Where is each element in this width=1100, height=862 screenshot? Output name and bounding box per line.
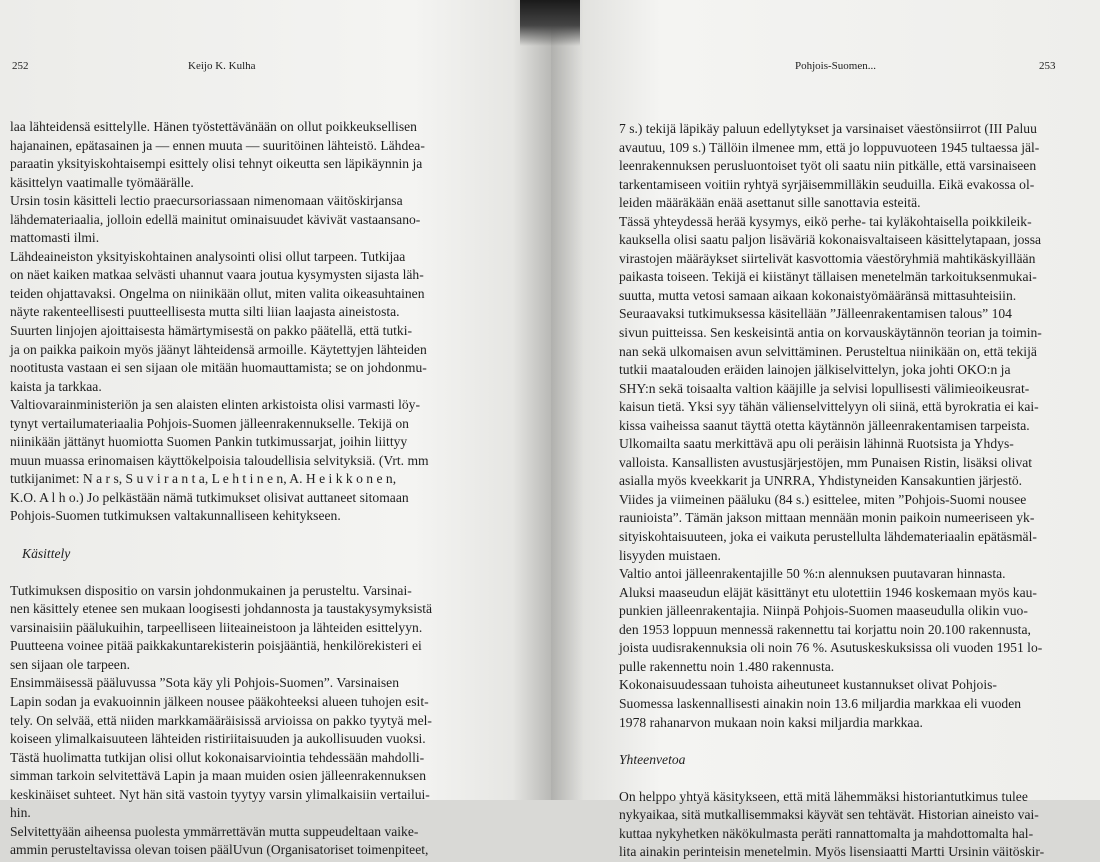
text-line: kauksella olisi saatu paljon lisäväriä kokonaisvaltaiseen käsittelytapaan, jossa bbox=[619, 232, 1042, 248]
text-line: 1978 rahanarvon mukaan noin kaksi miljardia markkaa. bbox=[619, 714, 923, 730]
text-line: virastojen määräykset siirtelivät kasvottomia väestöryhmiä mahtikäskyillään bbox=[619, 250, 1036, 266]
text-line: sityiskohtaisuuteen, joka ei vaikuta perustellulta lähdemateriaalin epätäsmäl- bbox=[619, 529, 1037, 545]
text-line: den 1953 loppuun mennessä rakennettu tai korjattu noin 20.100 rakennusta, bbox=[619, 621, 1031, 637]
text-line: Tässä yhteydessä herää kysymys, eikö perhe- tai kyläkohtaisella poikkileik- bbox=[619, 213, 1032, 229]
text-line: tely. On selvää, että niiden markkamääräisissä arvioissa on pakko tyytyä mel- bbox=[10, 712, 432, 728]
text-line: hin. bbox=[10, 805, 31, 821]
text-line: avautuu, 109 s.) Tällöin ilmenee mm, että jo loppuvuoteen 1945 tultaessa jäl- bbox=[619, 139, 1040, 155]
text-line: on näet kaiken matkaa selvästi uhannut vaara joutua kysymysten sijasta läh- bbox=[10, 267, 424, 283]
text-line: Selvitettyään aiheensa puolesta ymmärrettävän mutta suppeudeltaan vaike- bbox=[10, 823, 419, 839]
text-line: 7 s.) tekijä läpikäy paluun edellytykset ja varsinaiset väestönsiirrot (III Paluu bbox=[619, 121, 1037, 136]
text-line: sen sijaan ole tarpeen. bbox=[10, 656, 131, 672]
text-line: Valtio antoi jälleenrakentajille 50 %:n alennuksen puutavaran hinnasta. bbox=[619, 566, 1006, 582]
text-line: suutta, mutta vetosi samaan aikaan kokonaistyömääränsä mittasuhteisiin. bbox=[619, 287, 1017, 303]
text-line: joista uudisrakennuksia oli noin 76 %. Asutuskeskuksissa oli vuoden 1951 lo- bbox=[619, 640, 1043, 656]
text-line: Puutteena voinee pitää paikkakuntarekisterin poisjääntiä, henkilörekisteri ei bbox=[10, 638, 422, 654]
text-line: Aluksi maaseudun eläjät käsittänyt etu ulotettiin 1946 koskemaan myös kau- bbox=[619, 584, 1037, 600]
left-text-block bbox=[10, 118, 448, 860]
running-head-left: Keijo K. Kulha bbox=[188, 60, 256, 72]
text-line: keskinäiset suhteet. Nyt hän sitä vastoin tyytyy varsin ylimalkaisiin vertailui- bbox=[10, 786, 430, 802]
text-line: nykyaikaa, sitä mutkallisemmaksi käyvät sen tehtävät. Historian aineisto vai- bbox=[619, 807, 1039, 823]
text-line: tutkijanimet: N a r s, S u v i r a n t a, L e h t i n e n, A. H e i k k o n e n, bbox=[10, 471, 397, 487]
right-text-block bbox=[619, 120, 1057, 862]
text-line: punkien jälleenrakentajia. Niinpä Pohjois-Suomen maaseudulla olikin vuo- bbox=[619, 603, 1028, 619]
text-line: Ulkomailta saatu merkittävä apu oli peräisin lähinnä Ruotsista ja Yhdys- bbox=[619, 436, 1014, 452]
text-line: varsinaisiin päälukuihin, tarpeelliseen liiteaineistoon ja lähteiden esittelyyn. bbox=[10, 619, 423, 635]
text-line: Pohjois-Suomen tutkimuksen valtakunnalliseen kehitykseen. bbox=[10, 508, 341, 524]
text-line: asialla myös kveekkarit ja UNRRA, Yhdistyneiden Kansakuntien järjestö. bbox=[619, 473, 1023, 489]
text-line: muun muassa erinomaisen käyttökelpoisia taloudellisia selvityksiä. (Vrt. mm bbox=[10, 452, 429, 468]
text-line: ammin perusteltavissa olevan toisen päälUvun (Organisatoriset toimenpiteet, bbox=[10, 842, 429, 858]
section-heading-kasittely: Käsittely bbox=[22, 545, 71, 561]
left-paragraphs-top bbox=[10, 118, 448, 526]
text-line: Viides ja viimeinen pääluku (84 s.) esittelee, miten ”Pohjois-Suomi nousee bbox=[619, 491, 1027, 507]
text-line: sivun puitteissa. Sen keskeisintä antia on korvauskäytännön teorian ja toimin- bbox=[619, 325, 1042, 341]
text-line: Valtiovarainministeriön ja sen alaisten elinten arkistoista olisi varmasti löy- bbox=[10, 397, 420, 413]
right-page bbox=[551, 0, 1100, 860]
section-heading-yhteenvetoa: Yhteenvetoa bbox=[619, 751, 686, 767]
text-line: leiden määräkään enää asettanut sille sanottavia esteitä. bbox=[619, 195, 921, 211]
text-line: kuttaa nykyhetken näkökulmasta peräti rannattomalta ja mahdottomalta hal- bbox=[619, 825, 1034, 841]
right-paragraphs-top bbox=[619, 120, 1057, 732]
text-line: näyte rakenteellisesti puutteellisesta mutta silti liian laajasta aineistosta. bbox=[10, 304, 400, 320]
text-line: On helppo yhtyä käsitykseen, että mitä lähemmäksi historiantutkimus tulee bbox=[619, 788, 1028, 804]
text-line: teiden ohjattavaksi. Ongelma on niinikään ollut, miten valita oikeasuhtainen bbox=[10, 285, 425, 301]
text-line: lähdemateriaalia, jolloin edellä mainitut ominaisuudet kävivät vastaansano- bbox=[10, 211, 421, 227]
text-line: Suomessa laskennallisesti ainakin noin 13.6 miljardia markkaa eli vuoden bbox=[619, 695, 1022, 711]
text-line: Tutkimuksen dispositio on varsin johdonmukainen ja perusteltu. Varsinai- bbox=[10, 582, 412, 598]
text-line: Lapin sodan ja evakuoinnin jälkeen nousee pääkohteeksi alueen tuhojen esit- bbox=[10, 693, 429, 709]
text-line: Kokonaisuudessaan tuhoista aiheutuneet kustannukset olivat Pohjois- bbox=[619, 677, 997, 693]
text-line: kaisun tietä. Yksi syy tähän välienselvittelyyn oli siinä, että byrokratia ei kai- bbox=[619, 399, 1039, 415]
page-number-right: 253 bbox=[1039, 60, 1056, 72]
text-line: leenrakennuksen perusluontoiset työt oli saatu niin pitkälle, että varsinaiseen bbox=[619, 158, 1037, 174]
text-line: koiseen ylimalkaisuuteen lähteiden ristiriitaisuuden ja aukollisuuden vuoksi. bbox=[10, 731, 426, 747]
running-head-right: Pohjois-Suomen... bbox=[795, 60, 876, 72]
text-line: tynyt vertailumateriaalia Pohjois-Suomen jälleenrakennukselle. Tekijä on bbox=[10, 415, 409, 431]
text-line: K.O. A l h o.) Jo pelkästään nämä tutkimukset olisivat auttaneet sitomaan bbox=[10, 489, 409, 505]
text-line: raunioista”. Tämän jakson mittaan mennään monin paikoin numeeriseen yk- bbox=[619, 510, 1035, 526]
text-line: pulle rakennettu noin 1.480 rakennusta. bbox=[619, 658, 835, 674]
text-line: nan sekä ulkomaisen avun selvittäminen. Perusteltua niinikään on, että tekijä bbox=[619, 343, 1037, 359]
text-line: tutkii maatalouden eräiden lainojen jälkiselvittelyn, joka johti OKO:n ja bbox=[619, 362, 1011, 378]
text-line: Lähdeaineiston yksityiskohtainen analysointi olisi ollut tarpeen. Tutkijaa bbox=[10, 248, 406, 264]
text-line: lita ainakin perinteisin menetelmin. Myös lisensiaatti Martti Ursinin väitöskir- bbox=[619, 844, 1045, 860]
page-number-left: 252 bbox=[12, 60, 29, 72]
text-line: Ursin tosin käsitteli lectio praecursoriassaan nimenomaan väitöskirjansa bbox=[10, 193, 403, 209]
text-line: Seuraavaksi tutkimuksessa käsitellään ”Jälleenrakentamisen talous” 104 bbox=[619, 306, 1012, 322]
text-line: ja on paikka paikoin myös jäänyt lähteidensä armoille. Käytettyjen lähteiden bbox=[10, 341, 427, 357]
left-page bbox=[0, 0, 551, 858]
text-line: Suurten linjojen ajoittaisesta hämärtymisestä on pakko päätellä, että tutki- bbox=[10, 323, 413, 339]
text-line: niinikään jättänyt huomiotta Suomen Pankin tutkimussarjat, joihin liittyy bbox=[10, 434, 408, 450]
text-line: simman tarkoin selvitettävä Lapin ja maan muiden osien jälleenrakennuksen bbox=[10, 768, 426, 784]
text-line: paraatin yksityiskohtaisempi esittely olisi tehnyt oikeutta sen läpikäynnin ja bbox=[10, 156, 423, 172]
text-line: kissa vaiheissa saanut täyttä otetta käytännön jälleenrakentamisen tarpeista. bbox=[619, 417, 1030, 433]
right-paragraphs-bottom bbox=[619, 788, 1057, 862]
text-line: SHY:n sekä toisaalta valtion kääjille ja selvisi lopullisesti välimieoikeusrat- bbox=[619, 380, 1030, 396]
text-line: paikasta toiseen. Tekijä ei kiistänyt tällaisen menetelmän tarkoituksenmukai- bbox=[619, 269, 1037, 285]
text-line: lisyyden muistaen. bbox=[619, 547, 721, 563]
text-line: laa lähteidensä esittelylle. Hänen työstettävänään on ollut poikkeuksellisen bbox=[10, 119, 417, 134]
text-line: Tästä huolimatta tutkijan olisi ollut kokonaisarviointia tehdessään mahdolli- bbox=[10, 749, 425, 765]
text-line: kaista ja tarkkaa. bbox=[10, 378, 102, 394]
text-line: Ensimmäisessä pääluvussa ”Sota käy yli Pohjois-Suomen”. Varsinaisen bbox=[10, 675, 400, 691]
left-paragraphs-bottom bbox=[10, 582, 448, 860]
text-line: käsittelyn vaatimalle työmäärälle. bbox=[10, 174, 194, 190]
book-spine-shadow bbox=[520, 0, 580, 46]
text-line: hajanainen, epätasainen ja — ennen muuta — suuritöinen lähteistö. Lähdea- bbox=[10, 137, 425, 153]
text-line: valloista. Kansallisten avustusjärjestöjen, mm Punaisen Ristin, lisäksi olivat bbox=[619, 454, 1033, 470]
text-line: nen käsittely etenee sen mukaan loogisesti johdannosta ja taustakysymyksistä bbox=[10, 601, 433, 617]
text-line: nootitusta vastaan ei sen sijaan ole mitään huomauttamista; se on johdonmu- bbox=[10, 360, 427, 376]
text-line: tarkentamiseen voitiin ryhtyä syrjäisemmilläkin seuduilla. Eikä evakossa ol- bbox=[619, 176, 1035, 192]
text-line: mattomasti ilmi. bbox=[10, 230, 100, 246]
